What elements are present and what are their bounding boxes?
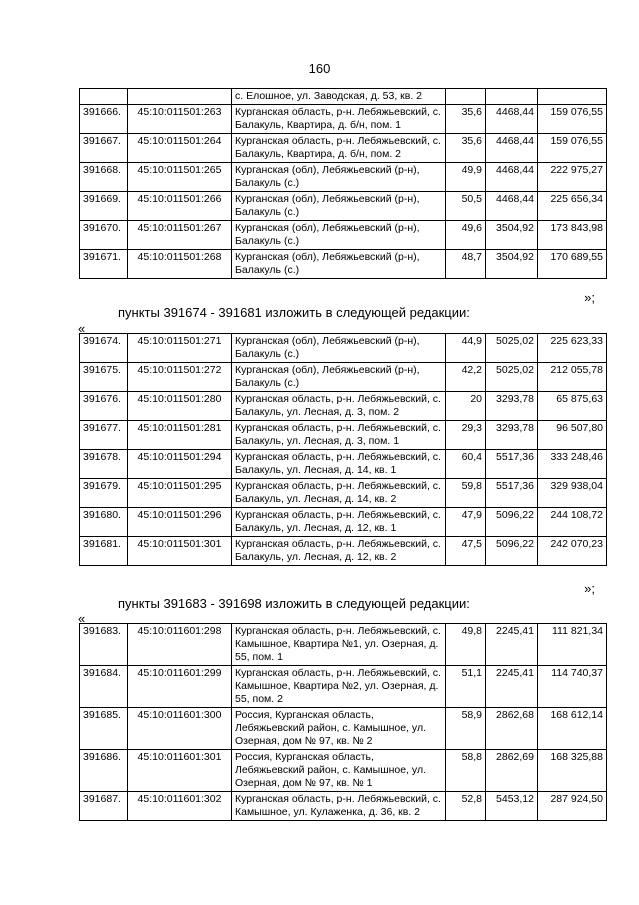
cadastral-number-cell: [128, 89, 232, 105]
unit-value-cell: 5453,12: [486, 792, 538, 821]
cadastral-number-cell: 45:10:011501:281: [128, 421, 232, 450]
table-row: [80, 421, 607, 450]
paragraph-amendment: пункты 391674 - 391681 изложить в следующей редакции:: [118, 305, 470, 320]
table-row: [80, 508, 607, 537]
area-cell: 60,4: [446, 450, 486, 479]
area-cell: [446, 89, 486, 105]
unit-value-cell: 2862,69: [486, 750, 538, 792]
address-cell: Курганская (обл), Лебяжьевский (р-н), Балакуль (с.): [232, 192, 446, 221]
table-row: [80, 89, 607, 105]
cadastral-value-cell: 329 938,04: [538, 479, 607, 508]
area-cell: 58,8: [446, 750, 486, 792]
row-number-cell: 391686.: [80, 750, 128, 792]
area-cell: 51,1: [446, 666, 486, 708]
address-cell: Россия, Курганская область, Лебяжьевский район, с. Камышное, ул. Озерная, дом № 97, кв. № 2: [232, 708, 446, 750]
table-row: [80, 221, 607, 250]
cadastral-number-cell: 45:10:011501:263: [128, 105, 232, 134]
row-number-cell: 391683.: [80, 624, 128, 666]
area-cell: 20: [446, 392, 486, 421]
row-number-cell: 391667.: [80, 134, 128, 163]
cadastral-number-cell: 45:10:011601:298: [128, 624, 232, 666]
table-row: [80, 479, 607, 508]
row-number-cell: 391675.: [80, 363, 128, 392]
row-number-cell: 391687.: [80, 792, 128, 821]
table-row: [80, 666, 607, 708]
row-number-cell: 391679.: [80, 479, 128, 508]
unit-value-cell: 2862,68: [486, 708, 538, 750]
address-cell: Курганская область, р-н. Лебяжьевский, с. Балакуль, ул. Лесная, д. 12, кв. 2: [232, 537, 446, 566]
cadastral-value-cell: 111 821,34: [538, 624, 607, 666]
area-cell: 47,9: [446, 508, 486, 537]
address-cell: Курганская область, р-н. Лебяжьевский, с. Балакуль, ул. Лесная, д. 14, кв. 2: [232, 479, 446, 508]
cadastral-number-cell: 45:10:011501:280: [128, 392, 232, 421]
cadastral-value-cell: 242 070,23: [538, 537, 607, 566]
cadastral-value-cell: 159 076,55: [538, 134, 607, 163]
address-cell: Курганская (обл), Лебяжьевский (р-н), Балакуль (с.): [232, 163, 446, 192]
address-cell: Курганская область, р-н. Лебяжьевский, с. Балакуль, ул. Лесная, д. 3, пом. 2: [232, 392, 446, 421]
cadastral-value-cell: 287 924,50: [538, 792, 607, 821]
row-number-cell: 391681.: [80, 537, 128, 566]
row-number-cell: 391669.: [80, 192, 128, 221]
unit-value-cell: 5517,36: [486, 479, 538, 508]
area-cell: 59,8: [446, 479, 486, 508]
cadastral-value-cell: 114 740,37: [538, 666, 607, 708]
address-cell: Курганская (обл), Лебяжьевский (р-н), Балакуль (с.): [232, 363, 446, 392]
table-row: [80, 163, 607, 192]
cadastral-number-cell: 45:10:011501:301: [128, 537, 232, 566]
cadastral-number-cell: 45:10:011501:267: [128, 221, 232, 250]
paragraph-amendment: пункты 391683 - 391698 изложить в следующей редакции:: [118, 596, 470, 611]
cadastral-value-cell: 65 875,63: [538, 392, 607, 421]
table-row: [80, 250, 607, 279]
unit-value-cell: 2245,41: [486, 666, 538, 708]
cadastral-number-cell: 45:10:011601:302: [128, 792, 232, 821]
cadastral-value-cell: 225 656,34: [538, 192, 607, 221]
address-cell: Курганская (обл), Лебяжьевский (р-н), Балакуль (с.): [232, 334, 446, 363]
table-row: [80, 624, 607, 666]
row-number-cell: 391678.: [80, 450, 128, 479]
row-number-cell: 391677.: [80, 421, 128, 450]
cadastral-number-cell: 45:10:011501:271: [128, 334, 232, 363]
cadastral-value-cell: 168 325,88: [538, 750, 607, 792]
cadastral-value-cell: 159 076,55: [538, 105, 607, 134]
row-number-cell: 391684.: [80, 666, 128, 708]
table-row: [80, 792, 607, 821]
address-cell: Курганская область, р-н. Лебяжьевский, с. Балакуль, ул. Лесная, д. 12, кв. 1: [232, 508, 446, 537]
table-row: [80, 450, 607, 479]
address-cell: Курганская область, р-н. Лебяжьевский, с. Балакуль, Квартира, д. б/н, пом. 2: [232, 134, 446, 163]
table-row: [80, 105, 607, 134]
unit-value-cell: 3504,92: [486, 250, 538, 279]
area-cell: 35,6: [446, 134, 486, 163]
row-number-cell: 391685.: [80, 708, 128, 750]
area-cell: 48,7: [446, 250, 486, 279]
row-number-cell: 391670.: [80, 221, 128, 250]
table-row: [80, 363, 607, 392]
cadastral-value-cell: 212 055,78: [538, 363, 607, 392]
unit-value-cell: 5096,22: [486, 508, 538, 537]
table-row: [80, 750, 607, 792]
property-table-2: [79, 333, 607, 566]
address-cell: Курганская (обл), Лебяжьевский (р-н), Балакуль (с.): [232, 250, 446, 279]
row-number-cell: 391680.: [80, 508, 128, 537]
unit-value-cell: 3504,92: [486, 221, 538, 250]
unit-value-cell: 2245,41: [486, 624, 538, 666]
unit-value-cell: 4468,44: [486, 163, 538, 192]
row-number-cell: [80, 89, 128, 105]
address-cell: Россия, Курганская область, Лебяжьевский район, с. Камышное, ул. Озерная, дом № 97, кв. № 1: [232, 750, 446, 792]
row-number-cell: 391671.: [80, 250, 128, 279]
area-cell: 42,2: [446, 363, 486, 392]
row-number-cell: 391666.: [80, 105, 128, 134]
cadastral-number-cell: 45:10:011501:268: [128, 250, 232, 279]
property-table-1: [79, 88, 607, 279]
page-number: 160: [308, 61, 331, 76]
cadastral-number-cell: 45:10:011501:265: [128, 163, 232, 192]
area-cell: 49,9: [446, 163, 486, 192]
cadastral-number-cell: 45:10:011601:299: [128, 666, 232, 708]
unit-value-cell: 5025,02: [486, 334, 538, 363]
unit-value-cell: 4468,44: [486, 192, 538, 221]
unit-value-cell: [486, 89, 538, 105]
cadastral-number-cell: 45:10:011501:266: [128, 192, 232, 221]
unit-value-cell: 5025,02: [486, 363, 538, 392]
opening-quote: «: [78, 321, 86, 336]
row-number-cell: 391674.: [80, 334, 128, 363]
table-row: [80, 392, 607, 421]
unit-value-cell: 3293,78: [486, 421, 538, 450]
address-cell: Курганская (обл), Лебяжьевский (р-н), Балакуль (с.): [232, 221, 446, 250]
property-table-3: [79, 623, 607, 821]
table-row: [80, 708, 607, 750]
cadastral-value-cell: 173 843,98: [538, 221, 607, 250]
cadastral-value-cell: 333 248,46: [538, 450, 607, 479]
cadastral-number-cell: 45:10:011501:264: [128, 134, 232, 163]
area-cell: 49,8: [446, 624, 486, 666]
table-row: [80, 537, 607, 566]
closing-quote: »;: [584, 581, 595, 596]
address-cell: Курганская область, р-н. Лебяжьевский, с. Балакуль, ул. Лесная, д. 14, кв. 1: [232, 450, 446, 479]
area-cell: 44,9: [446, 334, 486, 363]
area-cell: 29,3: [446, 421, 486, 450]
address-cell: Курганская область, р-н. Лебяжьевский, с. Камышное, Квартира №1, ул. Озерная, д. 55, пом. 1: [232, 624, 446, 666]
address-cell: Курганская область, р-н. Лебяжьевский, с. Камышное, Квартира №2, ул. Озерная, д. 55, пом. 2: [232, 666, 446, 708]
unit-value-cell: 4468,44: [486, 105, 538, 134]
address-cell: с. Елошное, ул. Заводская, д. 53, кв. 2: [232, 89, 446, 105]
cadastral-value-cell: 168 612,14: [538, 708, 607, 750]
cadastral-value-cell: 225 623,33: [538, 334, 607, 363]
cadastral-value-cell: 170 689,55: [538, 250, 607, 279]
address-cell: Курганская область, р-н. Лебяжьевский, с. Балакуль, ул. Лесная, д. 3, пом. 1: [232, 421, 446, 450]
closing-quote: »;: [584, 290, 595, 305]
table-row: [80, 192, 607, 221]
opening-quote: «: [78, 611, 86, 626]
cadastral-value-cell: 244 108,72: [538, 508, 607, 537]
unit-value-cell: 5096,22: [486, 537, 538, 566]
address-cell: Курганская область, р-н. Лебяжьевский, с. Камышное, ул. Кулаженка, д. 36, кв. 2: [232, 792, 446, 821]
cadastral-number-cell: 45:10:011601:300: [128, 708, 232, 750]
area-cell: 35,6: [446, 105, 486, 134]
cadastral-number-cell: 45:10:011601:301: [128, 750, 232, 792]
cadastral-number-cell: 45:10:011501:295: [128, 479, 232, 508]
row-number-cell: 391676.: [80, 392, 128, 421]
table-row: [80, 134, 607, 163]
area-cell: 49,6: [446, 221, 486, 250]
area-cell: 50,5: [446, 192, 486, 221]
unit-value-cell: 3293,78: [486, 392, 538, 421]
unit-value-cell: 5517,36: [486, 450, 538, 479]
area-cell: 52,8: [446, 792, 486, 821]
table-row: [80, 334, 607, 363]
cadastral-value-cell: 222 975,27: [538, 163, 607, 192]
unit-value-cell: 4468,44: [486, 134, 538, 163]
area-cell: 47,5: [446, 537, 486, 566]
cadastral-number-cell: 45:10:011501:272: [128, 363, 232, 392]
cadastral-number-cell: 45:10:011501:296: [128, 508, 232, 537]
address-cell: Курганская область, р-н. Лебяжьевский, с. Балакуль, Квартира, д. б/н, пом. 1: [232, 105, 446, 134]
cadastral-value-cell: [538, 89, 607, 105]
area-cell: 58,9: [446, 708, 486, 750]
cadastral-number-cell: 45:10:011501:294: [128, 450, 232, 479]
row-number-cell: 391668.: [80, 163, 128, 192]
cadastral-value-cell: 96 507,80: [538, 421, 607, 450]
